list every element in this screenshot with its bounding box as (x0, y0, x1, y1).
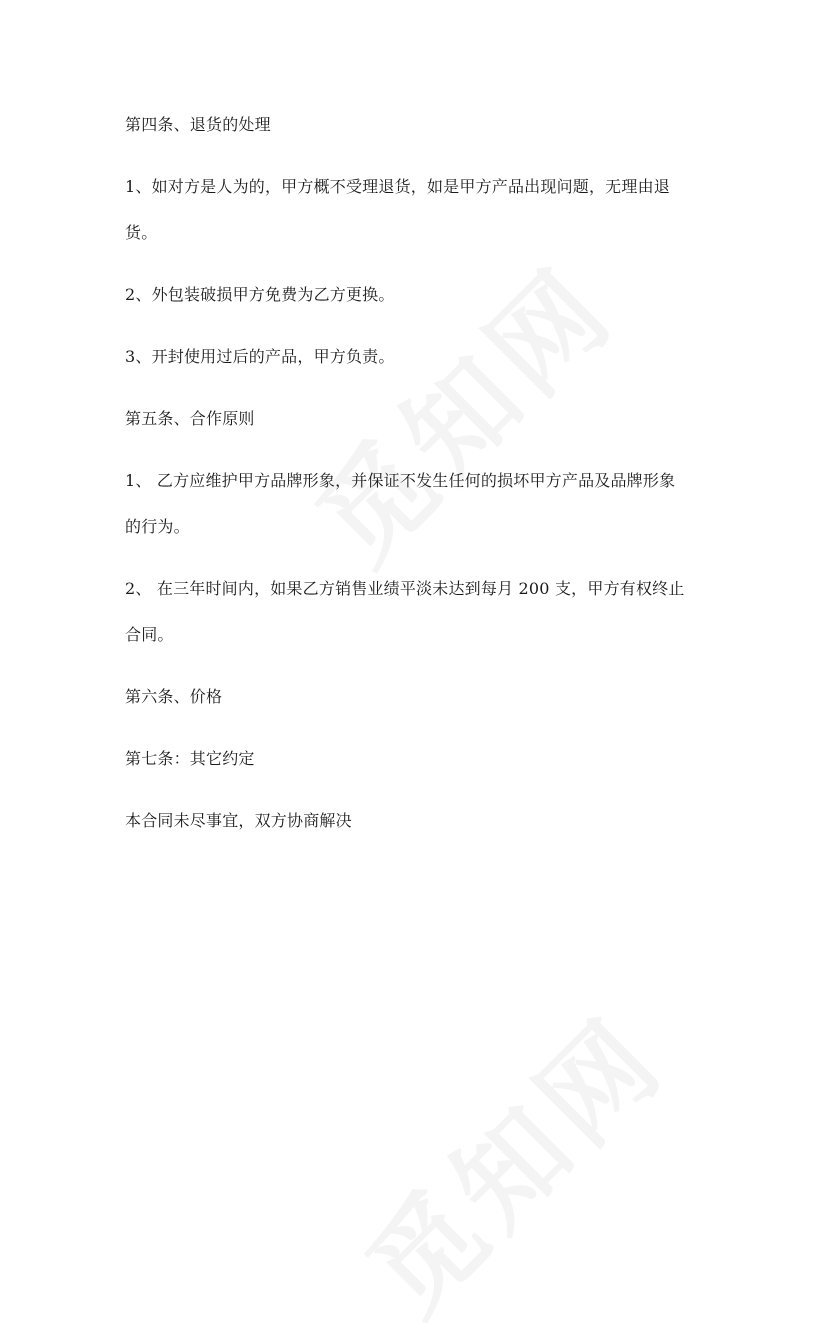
section-heading-6: 第六条、价格 (125, 687, 223, 706)
clause-4-1-continued: 货。 (125, 223, 158, 242)
closing-clause: 本合同未尽事宜，双方协商解决 (125, 811, 352, 830)
clause-5-1: 1、 乙方应维护甲方品牌形象，并保证不发生任何的损坏甲方产品及品牌形象 (125, 471, 676, 490)
clause-5-2: 2、 在三年时间内，如果乙方销售业绩平淡未达到每月 200 支，甲方有权终止 (125, 579, 685, 598)
clause-5-2-continued: 合同。 (125, 625, 174, 644)
watermark (277, 226, 643, 592)
section-heading-7: 第七条：其它约定 (125, 749, 255, 768)
watermark-bottom (327, 976, 693, 1342)
clause-4-1: 1、如对方是人为的，甲方概不受理退货，如是甲方产品出现问题，无理由退 (125, 177, 670, 196)
clause-4-3: 3、开封使用过后的产品，甲方负责。 (125, 347, 395, 366)
clause-4-2: 2、外包装破损甲方免费为乙方更换。 (125, 285, 395, 304)
section-heading-5: 第五条、合作原则 (125, 409, 255, 428)
clause-5-1-continued: 的行为。 (125, 517, 190, 536)
section-heading-4: 第四条、退货的处理 (125, 115, 271, 134)
